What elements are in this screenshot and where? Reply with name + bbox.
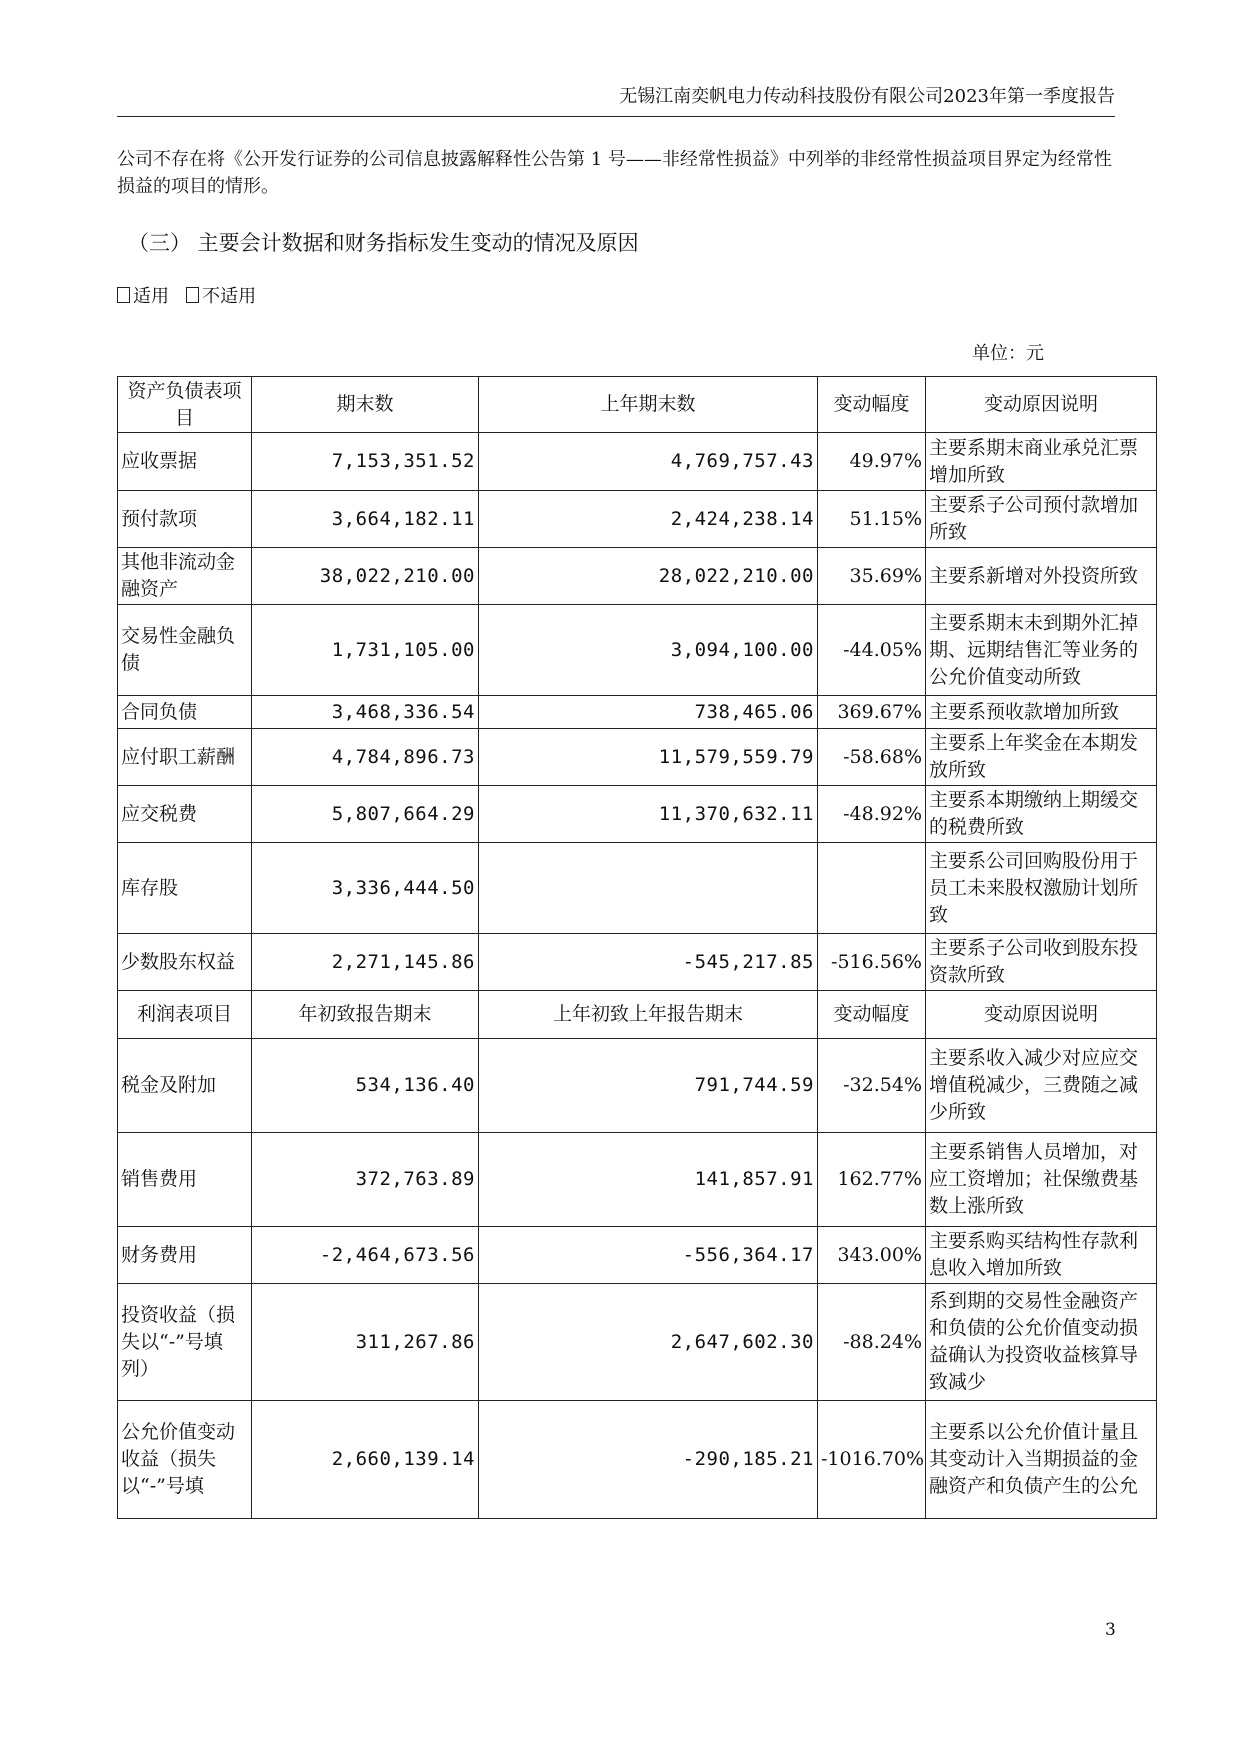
row-change-percent: -32.54%: [818, 1039, 926, 1133]
previous-header: 上年初致上年报告期末: [479, 991, 818, 1039]
row-change-percent: -1016.70%: [818, 1401, 926, 1519]
row-item: 销售费用: [118, 1133, 252, 1227]
table-row: [118, 934, 1157, 991]
row-previous-value: [479, 843, 818, 934]
row-change-percent: -48.92%: [818, 786, 926, 843]
row-previous-value: 11,370,632.11: [479, 786, 818, 843]
table-row: [118, 491, 1157, 548]
row-current-value: 3,468,336.54: [252, 696, 479, 729]
row-current-value: 534,136.40: [252, 1039, 479, 1133]
row-item: 少数股东权益: [118, 934, 252, 991]
row-current-value: 372,763.89: [252, 1133, 479, 1227]
row-change-reason: 主要系上年奖金在本期发放所致: [926, 729, 1157, 786]
table-row: [118, 1039, 1157, 1133]
row-current-value: 2,660,139.14: [252, 1401, 479, 1519]
report-title: 无锡江南奕帆电力传动科技股份有限公司2023年第一季度报告: [619, 86, 1115, 107]
row-change-percent: -58.68%: [818, 729, 926, 786]
table-row: [118, 786, 1157, 843]
row-change-percent: 162.77%: [818, 1133, 926, 1227]
reason-header: 变动原因说明: [926, 377, 1157, 433]
row-item: 投资收益（损失以“-”号填列）: [118, 1284, 252, 1401]
row-change-percent: -44.05%: [818, 605, 926, 696]
balance_sheet-header-row: [118, 377, 1157, 433]
row-previous-value: 3,094,100.00: [479, 605, 818, 696]
not-applicable-label: 不适用: [202, 286, 257, 307]
row-previous-value: 738,465.06: [479, 696, 818, 729]
row-change-reason: 主要系销售人员增加，对应工资增加；社保缴费基数上涨所致: [926, 1133, 1157, 1227]
row-change-percent: 35.69%: [818, 548, 926, 605]
previous-header: 上年期末数: [479, 377, 818, 433]
row-change-reason: 主要系期末未到期外汇掉期、远期结售汇等业务的公允价值变动所致: [926, 605, 1157, 696]
row-item: 财务费用: [118, 1227, 252, 1284]
row-change-reason: 主要系本期缴纳上期缓交的税费所致: [926, 786, 1157, 843]
row-change-reason: 系到期的交易性金融资产和负债的公允价值变动损益确认为投资收益核算导致减少: [926, 1284, 1157, 1401]
table-row: [118, 605, 1157, 696]
current-header: 年初致报告期末: [252, 991, 479, 1039]
row-current-value: 5,807,664.29: [252, 786, 479, 843]
row-current-value: 7,153,351.52: [252, 433, 479, 491]
row-change-percent: -88.24%: [818, 1284, 926, 1401]
row-item: 公允价值变动收益（损失以“-”号填: [118, 1401, 252, 1519]
row-previous-value: -545,217.85: [479, 934, 818, 991]
row-current-value: 3,664,182.11: [252, 491, 479, 548]
table-row: [118, 1284, 1157, 1401]
item-header: 利润表项目: [118, 991, 252, 1039]
row-change-percent: 49.97%: [818, 433, 926, 491]
row-change-percent: 343.00%: [818, 1227, 926, 1284]
table-row: [118, 1133, 1157, 1227]
row-change-reason: 主要系以公允价值计量且其变动计入当期损益的金融资产和负债产生的公允: [926, 1401, 1157, 1519]
page-header: [117, 86, 1115, 117]
page-number: 3: [1105, 1620, 1116, 1640]
row-change-reason: 主要系公司回购股份用于员工未来股权激励计划所致: [926, 843, 1157, 934]
row-change-percent: 51.15%: [818, 491, 926, 548]
row-current-value: -2,464,673.56: [252, 1227, 479, 1284]
row-change-percent: [818, 843, 926, 934]
row-current-value: 311,267.86: [252, 1284, 479, 1401]
row-item: 税金及附加: [118, 1039, 252, 1133]
section-title: （三） 主要会计数据和财务指标发生变动的情况及原因: [128, 231, 639, 255]
change-header: 变动幅度: [818, 377, 926, 433]
applicability-options: [117, 285, 256, 309]
row-current-value: 38,022,210.00: [252, 548, 479, 605]
table-row: [118, 843, 1157, 934]
financial-change-table: [117, 376, 1157, 1519]
row-previous-value: 28,022,210.00: [479, 548, 818, 605]
table-row: [118, 433, 1157, 491]
not-applicable-checkbox[interactable]: [186, 287, 199, 303]
reason-header: 变动原因说明: [926, 991, 1157, 1039]
row-current-value: 2,271,145.86: [252, 934, 479, 991]
row-previous-value: 4,769,757.43: [479, 433, 818, 491]
table-row: [118, 729, 1157, 786]
applicable-checkbox[interactable]: [117, 287, 130, 303]
intro-paragraph: 公司不存在将《公开发行证券的公司信息披露解释性公告第 1 号——非经常性损益》中列举的非经常性损益项目界定为经常性损益的项目的情形。: [117, 149, 1112, 197]
row-change-reason: 主要系子公司预付款增加所致: [926, 491, 1157, 548]
row-previous-value: 2,647,602.30: [479, 1284, 818, 1401]
table-row: [118, 548, 1157, 605]
row-change-percent: 369.67%: [818, 696, 926, 729]
row-change-reason: 主要系购买结构性存款利息收入增加所致: [926, 1227, 1157, 1284]
applicable-label: 适用: [133, 286, 169, 307]
row-previous-value: 2,424,238.14: [479, 491, 818, 548]
row-previous-value: 11,579,559.79: [479, 729, 818, 786]
row-current-value: 1,731,105.00: [252, 605, 479, 696]
table-row: [118, 696, 1157, 729]
table-row: [118, 1227, 1157, 1284]
row-change-percent: -516.56%: [818, 934, 926, 991]
row-item: 预付款项: [118, 491, 252, 548]
row-previous-value: 791,744.59: [479, 1039, 818, 1133]
row-previous-value: -290,185.21: [479, 1401, 818, 1519]
row-current-value: 4,784,896.73: [252, 729, 479, 786]
row-current-value: 3,336,444.50: [252, 843, 479, 934]
income_statement-header-row: [118, 991, 1157, 1039]
unit-label: 单位：元: [972, 343, 1044, 364]
row-previous-value: 141,857.91: [479, 1133, 818, 1227]
row-item: 应交税费: [118, 786, 252, 843]
row-change-reason: 主要系子公司收到股东投资款所致: [926, 934, 1157, 991]
row-previous-value: -556,364.17: [479, 1227, 818, 1284]
row-change-reason: 主要系收入减少对应应交增值税减少，三费随之减少所致: [926, 1039, 1157, 1133]
row-item: 应收票据: [118, 433, 252, 491]
row-change-reason: 主要系预收款增加所致: [926, 696, 1157, 729]
table-row: [118, 1401, 1157, 1519]
row-item: 交易性金融负债: [118, 605, 252, 696]
row-item: 应付职工薪酬: [118, 729, 252, 786]
row-item: 合同负债: [118, 696, 252, 729]
row-change-reason: 主要系新增对外投资所致: [926, 548, 1157, 605]
row-item: 库存股: [118, 843, 252, 934]
change-header: 变动幅度: [818, 991, 926, 1039]
row-item: 其他非流动金融资产: [118, 548, 252, 605]
current-header: 期末数: [252, 377, 479, 433]
row-change-reason: 主要系期末商业承兑汇票增加所致: [926, 433, 1157, 491]
item-header: 资产负债表项目: [118, 377, 252, 433]
